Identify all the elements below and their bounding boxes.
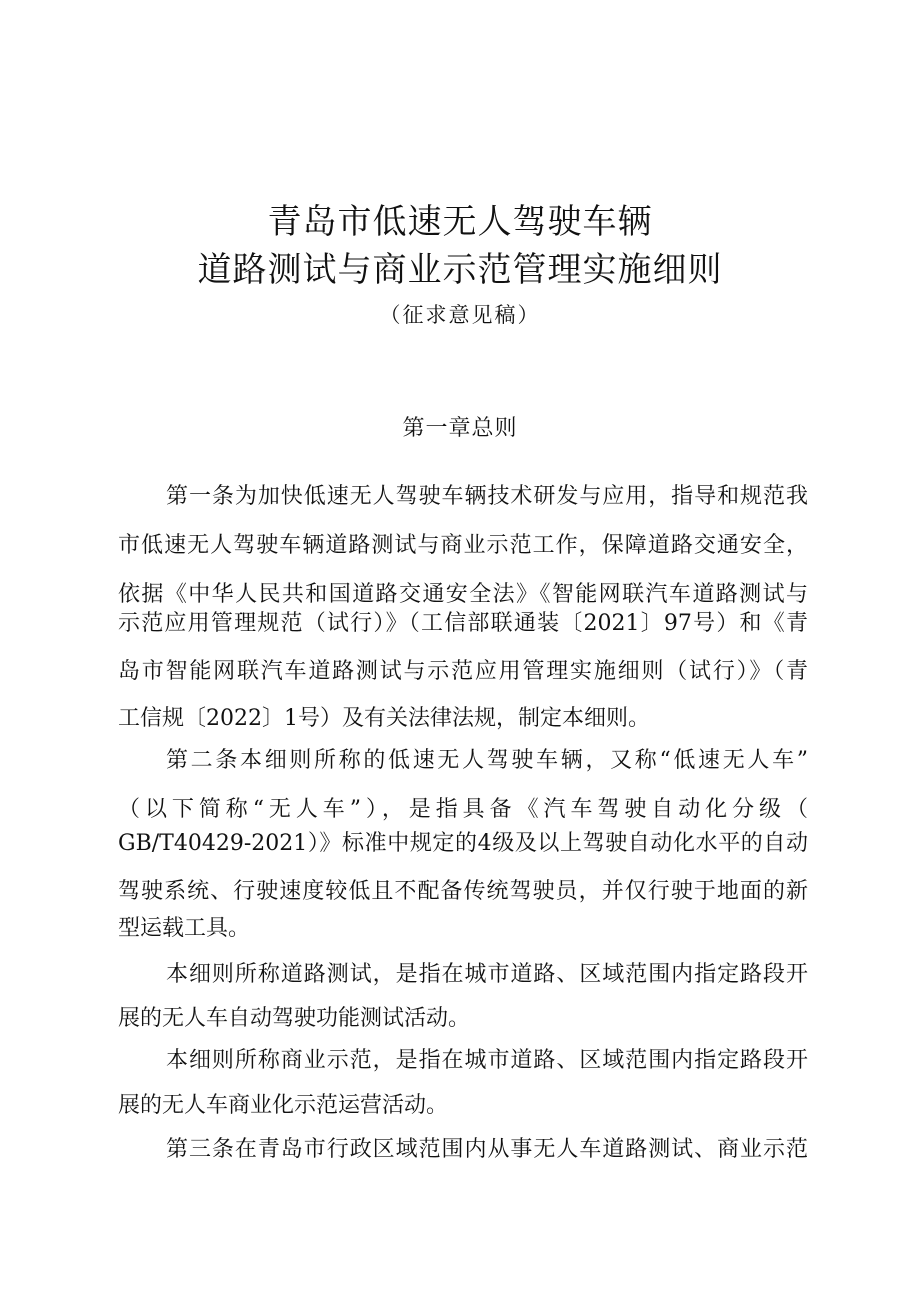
body-text-line: 驾驶系统、行驶速度较低且不配备传统驾驶员，并仅行驶于地面的新 xyxy=(118,879,808,904)
body-text-line: 展的无人车自动驾驶功能测试活动。 xyxy=(118,1006,471,1031)
body-text-line: 岛市智能网联汽车道路测试与示范应用管理实施细则（试行）》（青 xyxy=(118,659,808,684)
body-text-line: 第二条本细则所称的低速无人驾驶车辆，又称“低速无人车” xyxy=(166,748,808,773)
body-text-line: 展的无人车商业化示范运营活动。 xyxy=(118,1093,449,1118)
body-text-line: GB/T40429-2021）》标准中规定的4级及以上驾驶自动化水平的自动 xyxy=(118,831,808,856)
body-text-line: 工信规〔2022〕1号）及有关法律法规，制定本细则。 xyxy=(118,706,650,731)
body-text-line: 市低速无人驾驶车辆道路测试与商业示范工作，保障道路交通安全， xyxy=(118,533,808,558)
body-text-line: （以下简称“无人车”），是指具备《汽车驾驶自动化分级（ xyxy=(118,797,808,822)
body-text-line: 依据《中华人民共和国道路交通安全法》《智能网联汽车道路测试与 xyxy=(118,582,808,607)
body-text-line: 本细则所称商业示范，是指在城市道路、区域范围内指定路段开 xyxy=(166,1048,808,1073)
body-text-line: 型运载工具。 xyxy=(118,916,251,941)
chapter-heading: 第一章总则 xyxy=(402,416,518,441)
body-text-line: 第三条在青岛市行政区域范围内从事无人车道路测试、商业示范 xyxy=(166,1137,808,1162)
document-title-line-1: 青岛市低速无人驾驶车辆 xyxy=(267,202,653,242)
document-title-line-2: 道路测试与商业示范管理实施细则 xyxy=(197,250,723,290)
document-subtitle: （征求意见稿） xyxy=(379,303,541,327)
body-text-line: 示范应用管理规范（试行）》（工信部联通装〔2021〕97号）和《青 xyxy=(118,611,808,636)
body-text-line: 本细则所称道路测试，是指在城市道路、区域范围内指定路段开 xyxy=(166,962,808,987)
body-text-line: 第一条为加快低速无人驾驶车辆技术研发与应用，指导和规范我 xyxy=(166,484,808,509)
